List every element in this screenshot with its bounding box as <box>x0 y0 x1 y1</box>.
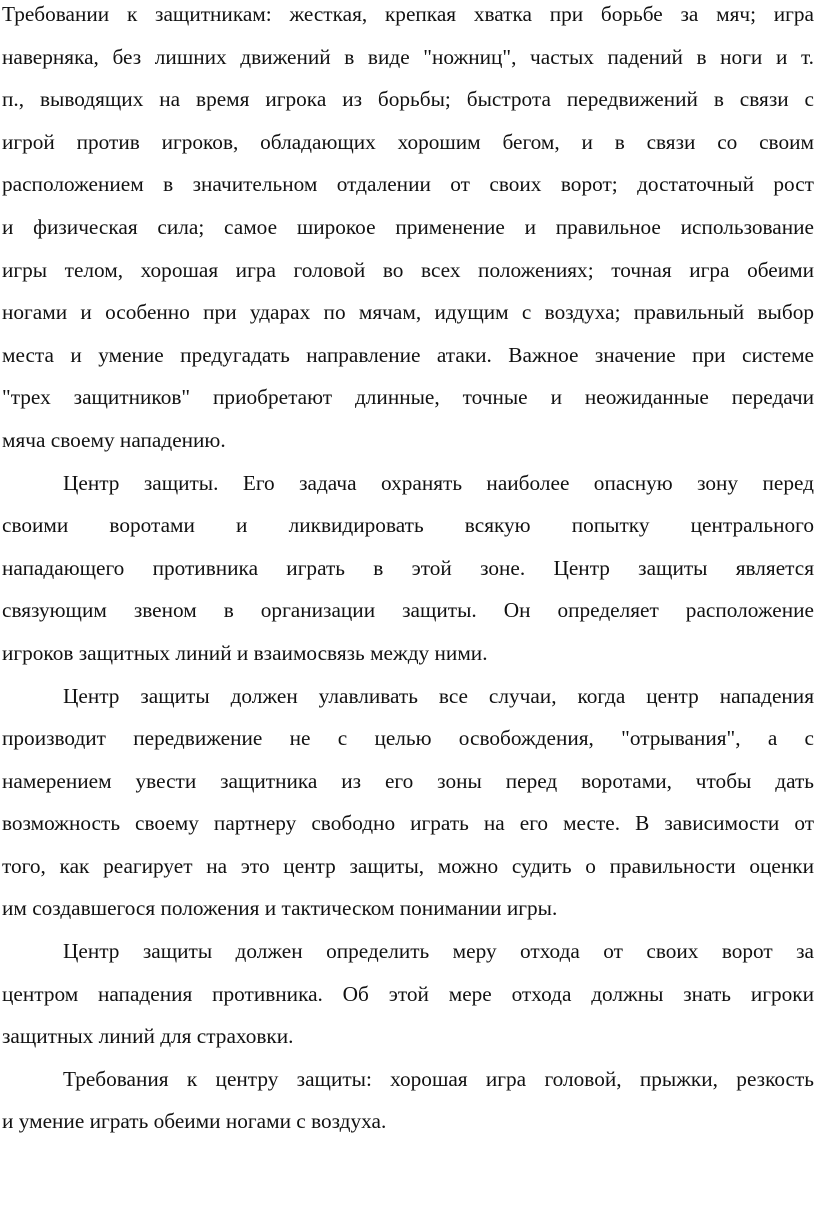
text-line: Требовании к защитникам: жесткая, крепкая хватка при борьбе за мяч; игра <box>2 2 814 26</box>
text-line: центром нападения противника. Об этой мере отхода должны знать игроки <box>2 981 814 1006</box>
text-line: места и умение предугадать направление атаки. Важное значение при системе <box>2 342 814 367</box>
text-line: нападающего противника играть в этой зоне. Центр защиты является <box>2 555 814 580</box>
text-line: мяча своему нападению. <box>2 427 226 452</box>
text-line: намерением увести защитника из его зоны перед воротами, чтобы дать <box>2 768 814 793</box>
text-line: Центр защиты. Его задача охранять наиболее опасную зону перед <box>63 470 814 495</box>
text-line: игрой против игроков, обладающих хорошим бегом, и в связи со своим <box>2 129 814 154</box>
text-line: "трех защитников" приобретают длинные, точные и неожиданные передачи <box>2 385 814 410</box>
text-line: производит передвижение не с целью освобождения, "отрывания", а с <box>2 726 814 751</box>
text-line: игроков защитных линий и взаимосвязь между ними. <box>2 640 488 665</box>
paragraph-center-back-tracking <box>2 675 814 931</box>
text-line: и умение играть обеими ногами с воздуха. <box>2 1109 387 1134</box>
text-line: связующим звеном в организации защиты. Он определяет расположение <box>2 598 814 623</box>
text-line: возможность своему партнеру свободно играть на его месте. В зависимости от <box>2 811 814 836</box>
paragraph-defender-requirements <box>2 0 814 462</box>
text-line: того, как реагирует на это центр защиты, можно судить о правильности оценки <box>2 853 814 878</box>
text-line: Центр защиты должен определить меру отхода от своих ворот за <box>63 939 814 964</box>
document-body <box>2 0 814 1143</box>
paragraph-center-back-retreat <box>2 930 814 1058</box>
paragraph-center-back-requirements <box>2 1058 814 1143</box>
text-line: наверняка, без лишних движений в виде "ножниц", частых падений в ноги и т. <box>2 44 814 69</box>
paragraph-center-back-task <box>2 462 814 675</box>
text-line: расположением в значительном отдалении от своих ворот; достаточный рост <box>2 172 814 197</box>
text-line: защитных линий для страховки. <box>2 1024 294 1049</box>
text-line: и физическая сила; самое широкое применение и правильное использование <box>2 214 814 239</box>
text-line: им создавшегося положения и тактическом понимании игры. <box>2 896 558 921</box>
text-line: Центр защиты должен улавливать все случаи, когда центр нападения <box>63 683 814 708</box>
text-line: своими воротами и ликвидировать всякую попытку центрального <box>2 513 814 538</box>
text-line: ногами и особенно при ударах по мячам, идущим с воздуха; правильный выбор <box>2 300 814 325</box>
text-line: Требования к центру защиты: хорошая игра головой, прыжки, резкость <box>63 1066 814 1091</box>
text-line: п., выводящих на время игрока из борьбы; быстрота передвижений в связи с <box>2 87 814 112</box>
text-line: игры телом, хорошая игра головой во всех положениях; точная игра обеими <box>2 257 814 282</box>
